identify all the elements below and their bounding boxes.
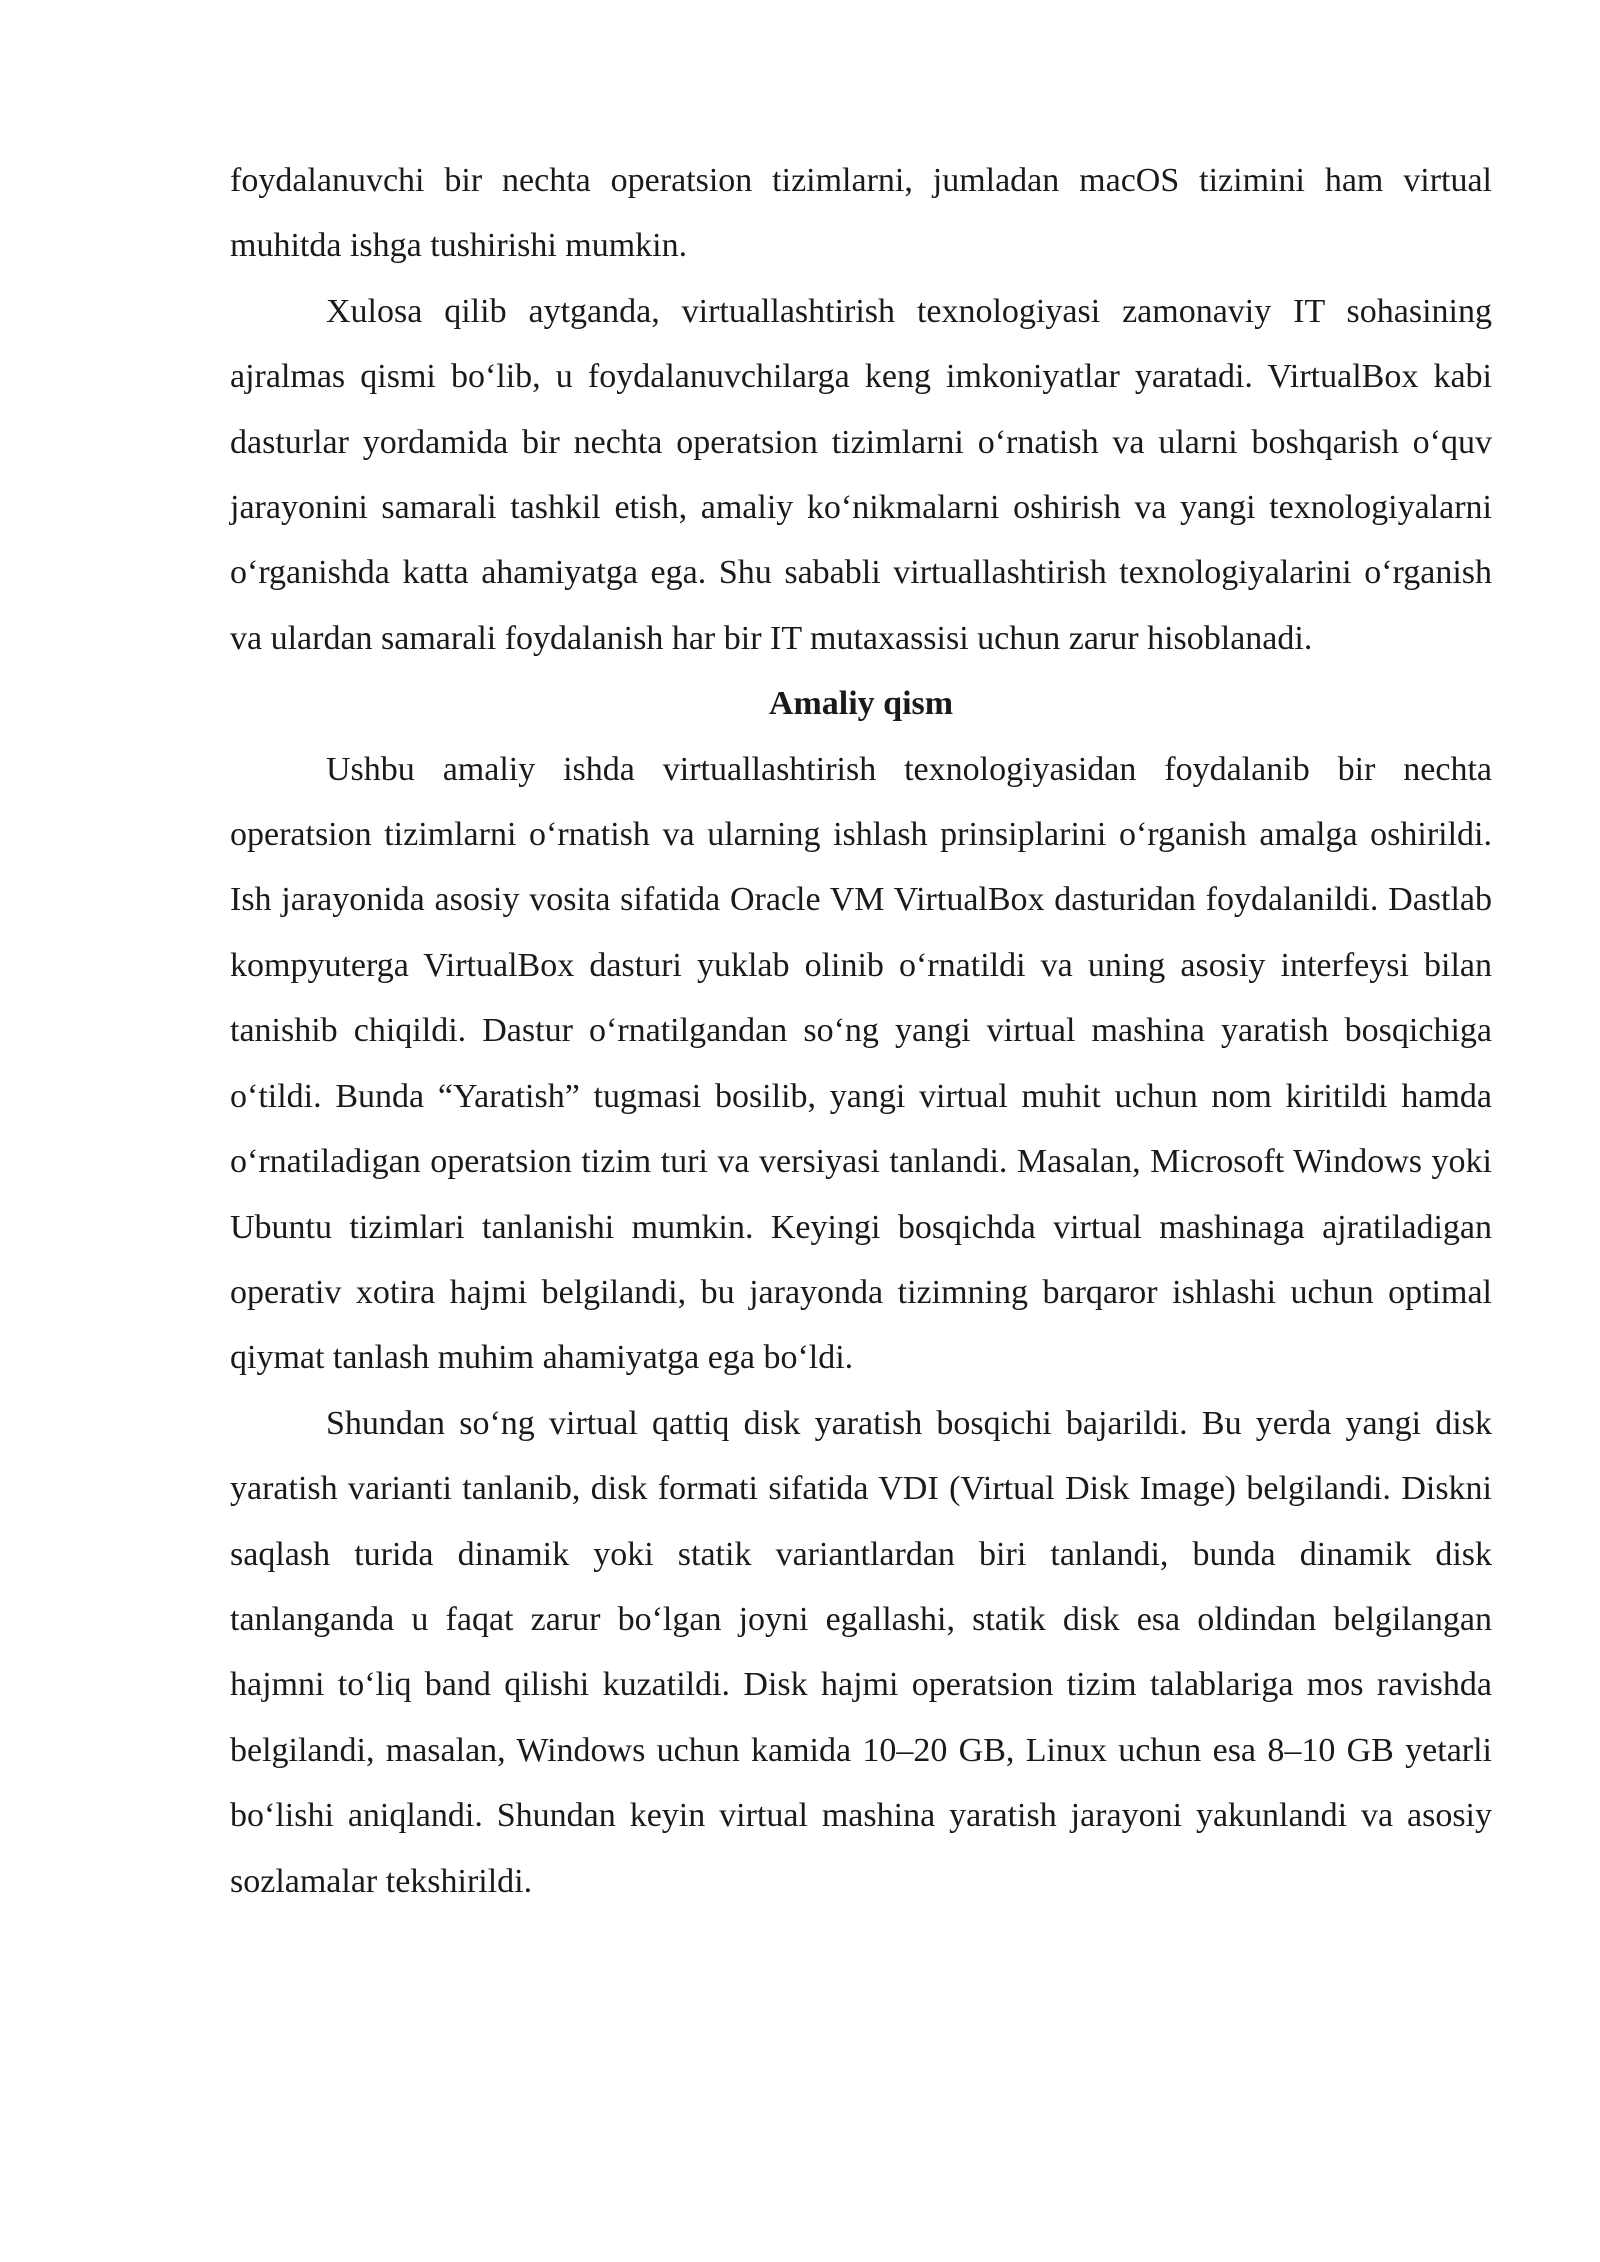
section-heading: Amaliy qism bbox=[768, 685, 954, 723]
paragraph-virtual-disk: Shundan so‘ng virtual qattiq disk yaratish bosqichi bajarildi. Bu yerda yangi disk yaratish varianti tanlanib, disk formati sifatida VDI (Virtual Disk Image) belgilandi. Diskni saqlash turida dinamik yoki statik variantlardan biri tanlandi, bunda dinamik disk tanlanganda u faqat zarur bo‘lgan joyni egallashi, statik disk esa oldindan belgilangan hajmni to‘liq band qilishi kuzatildi. Disk hajmi operatsion tizim talablariga mos ravishda belgilandi, masalan, Windows uchun kamida 10–20 GB, Linux uchun esa 8–10 GB yetarli bo‘lishi aniqlandi. Shundan keyin virtual mashina yaratish jarayoni yakunlandi va asosiy sozlamalar tekshirildi. bbox=[230, 1404, 1492, 1900]
document-page bbox=[230, 148, 1492, 1914]
paragraph-continuation: foydalanuvchi bir nechta operatsion tizimlarni, jumladan macOS tizimini ham virtual muhitda ishga tushirishi mumkin. bbox=[230, 162, 1492, 265]
paragraph-conclusion: Xulosa qilib aytganda, virtuallashtirish texnologiyasi zamonaviy IT sohasining ajralmas qismi bo‘lib, u foydalanuvchilarga keng imkoniyatlar yaratadi. VirtualBox kabi dasturlar yordamida bir nechta operatsion tizimlarni o‘rnatish va ularni boshqarish o‘quv jarayonini samarali tashkil etish, amaliy ko‘nikmalarni oshirish va yangi texnologiyalarni o‘rganishda katta ahamiyatga ega. Shu sababli virtuallashtirish texnologiyalarini o‘rganish va ulardan samarali foydalanish har bir IT mutaxassisi uchun zarur hisoblanadi. bbox=[230, 292, 1492, 657]
paragraph-practical-intro: Ushbu amaliy ishda virtuallashtirish texnologiyasidan foydalanib bir nechta operatsion tizimlarni o‘rnatish va ularning ishlash prinsiplarini o‘rganish amalga oshirildi. Ish jarayonida asosiy vosita sifatida Oracle VM VirtualBox dasturidan foydalanildi. Dastlab kompyuterga VirtualBox dasturi yuklab olinib o‘rnatildi va uning asosiy interfeysi bilan tanishib chiqildi. Dastur o‘rnatilgandan so‘ng yangi virtual mashina yaratish bosqichiga o‘tildi. Bunda “Yaratish” tugmasi bosilib, yangi virtual muhit uchun nom kiritildi hamda o‘rnatiladigan operatsion tizim turi va versiyasi tanlandi. Masalan, Microsoft Windows yoki Ubuntu tizimlari tanlanishi mumkin. Keyingi bosqichda virtual mashinaga ajratiladigan operativ xotira hajmi belgilandi, bu jarayonda tizimning barqaror ishlashi uchun optimal qiymat tanlash muhim ahamiyatga ega bo‘ldi. bbox=[230, 750, 1492, 1377]
